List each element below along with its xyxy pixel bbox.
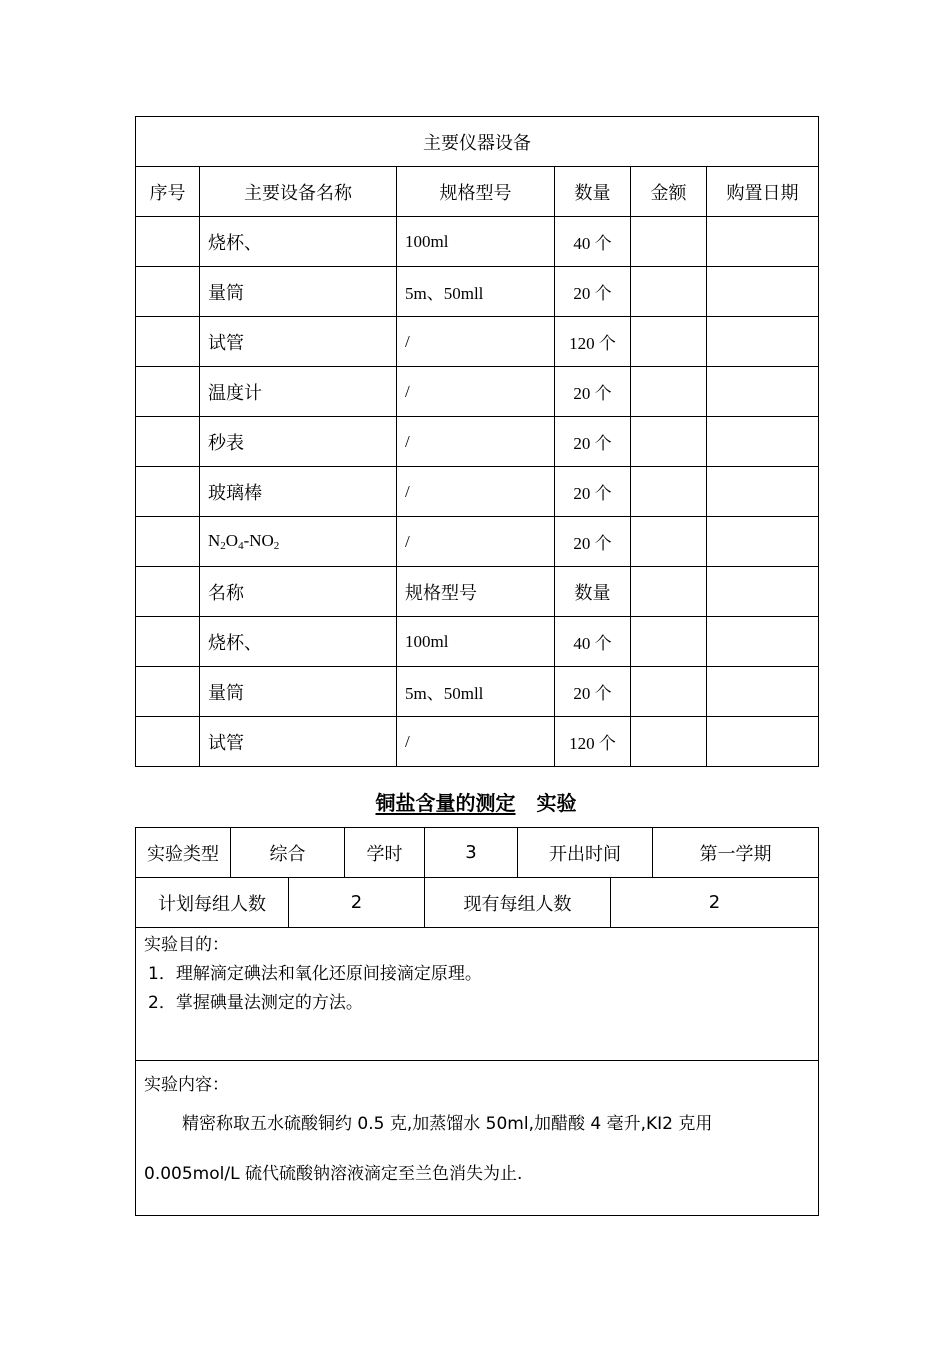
cell-spec: 100ml bbox=[397, 617, 555, 667]
cell-date bbox=[707, 667, 819, 717]
cell-amount bbox=[631, 417, 707, 467]
cell-seq bbox=[136, 667, 200, 717]
cell-name: 试管 bbox=[200, 317, 397, 367]
experiment-info-table bbox=[135, 827, 819, 1216]
cell-name: 秒表 bbox=[200, 417, 397, 467]
experiment-row-2 bbox=[136, 878, 819, 928]
cell-spec: / bbox=[397, 517, 555, 567]
cell-amount bbox=[631, 667, 707, 717]
cell-spec: / bbox=[397, 717, 555, 767]
cell-name: 量筒 bbox=[200, 667, 397, 717]
experiment-content-row bbox=[136, 1061, 819, 1216]
plan-group-size-label: 计划每组人数 bbox=[136, 878, 289, 928]
open-time-value: 第一学期 bbox=[653, 828, 819, 878]
experiment-purpose-row bbox=[136, 928, 819, 1061]
content-label: 实验内容： bbox=[144, 1075, 229, 1095]
open-time-label: 开出时间 bbox=[518, 828, 653, 878]
cell-date bbox=[707, 317, 819, 367]
formula-subscript: 4 bbox=[238, 540, 244, 552]
header-qty: 数量 bbox=[555, 167, 631, 217]
content-line: 0.005mol/L 硫代硫酸钠溶液滴定至兰色消失为止. bbox=[144, 1164, 523, 1184]
hours-label: 学时 bbox=[345, 828, 425, 878]
cell-date bbox=[707, 217, 819, 267]
header-seq: 序号 bbox=[136, 167, 200, 217]
cell-seq bbox=[136, 267, 200, 317]
cell-spec: / bbox=[397, 317, 555, 367]
experiment-row-1 bbox=[136, 828, 819, 878]
header-name: 主要设备名称 bbox=[200, 167, 397, 217]
cell-date bbox=[707, 417, 819, 467]
formula-part: O bbox=[225, 531, 239, 550]
experiment-content bbox=[136, 1061, 819, 1216]
table-row bbox=[136, 217, 819, 267]
cell-amount bbox=[631, 717, 707, 767]
cell-qty: 20 个 bbox=[555, 517, 631, 567]
cell-qty: 20 个 bbox=[555, 417, 631, 467]
table-row bbox=[136, 617, 819, 667]
purpose-item: 1．理解滴定碘法和氧化还原间接滴定原理。 bbox=[148, 964, 482, 984]
cell-spec: / bbox=[397, 367, 555, 417]
cell-date bbox=[707, 267, 819, 317]
cell-seq bbox=[136, 367, 200, 417]
equipment-header-row bbox=[136, 167, 819, 217]
cell-seq bbox=[136, 417, 200, 467]
formula-subscript: 2 bbox=[273, 540, 280, 552]
cell-spec: 5m、50mll bbox=[397, 267, 555, 317]
table-row bbox=[136, 467, 819, 517]
cell-spec: 规格型号 bbox=[397, 567, 555, 617]
cell-spec: / bbox=[397, 467, 555, 517]
cell-seq bbox=[136, 717, 200, 767]
cell-name: 名称 bbox=[200, 567, 397, 617]
cell-spec: 100ml bbox=[397, 217, 555, 267]
cell-date bbox=[707, 517, 819, 567]
formula-subscript: 2 bbox=[220, 540, 226, 552]
cell-seq bbox=[136, 517, 200, 567]
cell-date bbox=[707, 367, 819, 417]
cell-name: 烧杯、 bbox=[200, 617, 397, 667]
cell-qty: 20 个 bbox=[555, 267, 631, 317]
type-label: 实验类型 bbox=[136, 828, 231, 878]
cell-name: 温度计 bbox=[200, 367, 397, 417]
purpose-label: 实验目的： bbox=[144, 935, 229, 955]
cell-name: 玻璃棒 bbox=[200, 467, 397, 517]
cell-name-formula bbox=[200, 517, 397, 567]
header-amount: 金额 bbox=[631, 167, 707, 217]
current-group-size-value: 2 bbox=[611, 878, 819, 928]
cell-amount bbox=[631, 367, 707, 417]
cell-qty: 20 个 bbox=[555, 367, 631, 417]
table-row bbox=[136, 267, 819, 317]
cell-seq bbox=[136, 217, 200, 267]
header-spec: 规格型号 bbox=[397, 167, 555, 217]
cell-seq bbox=[136, 567, 200, 617]
cell-amount bbox=[631, 317, 707, 367]
cell-date bbox=[707, 717, 819, 767]
content-line: 精密称取五水硫酸铜约 0.5 克,加蒸馏水 50ml,加醋酸 4 毫升,KI2 克用 bbox=[182, 1114, 713, 1134]
cell-qty: 40 个 bbox=[555, 217, 631, 267]
cell-seq bbox=[136, 317, 200, 367]
cell-amount bbox=[631, 617, 707, 667]
experiment-title-suffix: 实验 bbox=[536, 791, 577, 815]
equipment-title: 主要仪器设备 bbox=[136, 117, 819, 167]
table-row bbox=[136, 567, 819, 617]
hours-value: 3 bbox=[425, 828, 518, 878]
cell-spec: / bbox=[397, 417, 555, 467]
cell-spec: 5m、50mll bbox=[397, 667, 555, 717]
cell-date bbox=[707, 467, 819, 517]
table-row bbox=[136, 717, 819, 767]
purpose-item: 2．掌握碘量法测定的方法。 bbox=[148, 993, 363, 1013]
experiment-purpose bbox=[136, 928, 819, 1061]
cell-amount bbox=[631, 517, 707, 567]
formula-part: N bbox=[208, 531, 221, 550]
cell-name: 烧杯、 bbox=[200, 217, 397, 267]
cell-name: 量筒 bbox=[200, 267, 397, 317]
equipment-table bbox=[135, 116, 819, 767]
cell-amount bbox=[631, 467, 707, 517]
table-row bbox=[136, 517, 819, 567]
cell-amount bbox=[631, 267, 707, 317]
type-value: 综合 bbox=[231, 828, 345, 878]
cell-qty: 120 个 bbox=[555, 317, 631, 367]
cell-qty: 120 个 bbox=[555, 717, 631, 767]
table-row bbox=[136, 667, 819, 717]
cell-qty: 数量 bbox=[555, 567, 631, 617]
formula-part: -NO bbox=[243, 531, 274, 550]
table-row bbox=[136, 417, 819, 467]
cell-date bbox=[707, 617, 819, 667]
experiment-title bbox=[0, 787, 952, 816]
cell-name: 试管 bbox=[200, 717, 397, 767]
cell-amount bbox=[631, 217, 707, 267]
plan-group-size-value: 2 bbox=[289, 878, 425, 928]
cell-qty: 40 个 bbox=[555, 617, 631, 667]
table-row bbox=[136, 317, 819, 367]
experiment-title-main: 铜盐含量的测定 bbox=[375, 791, 516, 815]
table-row bbox=[136, 367, 819, 417]
header-date: 购置日期 bbox=[707, 167, 819, 217]
cell-qty: 20 个 bbox=[555, 667, 631, 717]
cell-amount bbox=[631, 567, 707, 617]
cell-date bbox=[707, 567, 819, 617]
current-group-size-label: 现有每组人数 bbox=[425, 878, 611, 928]
cell-seq bbox=[136, 617, 200, 667]
cell-seq bbox=[136, 467, 200, 517]
cell-qty: 20 个 bbox=[555, 467, 631, 517]
